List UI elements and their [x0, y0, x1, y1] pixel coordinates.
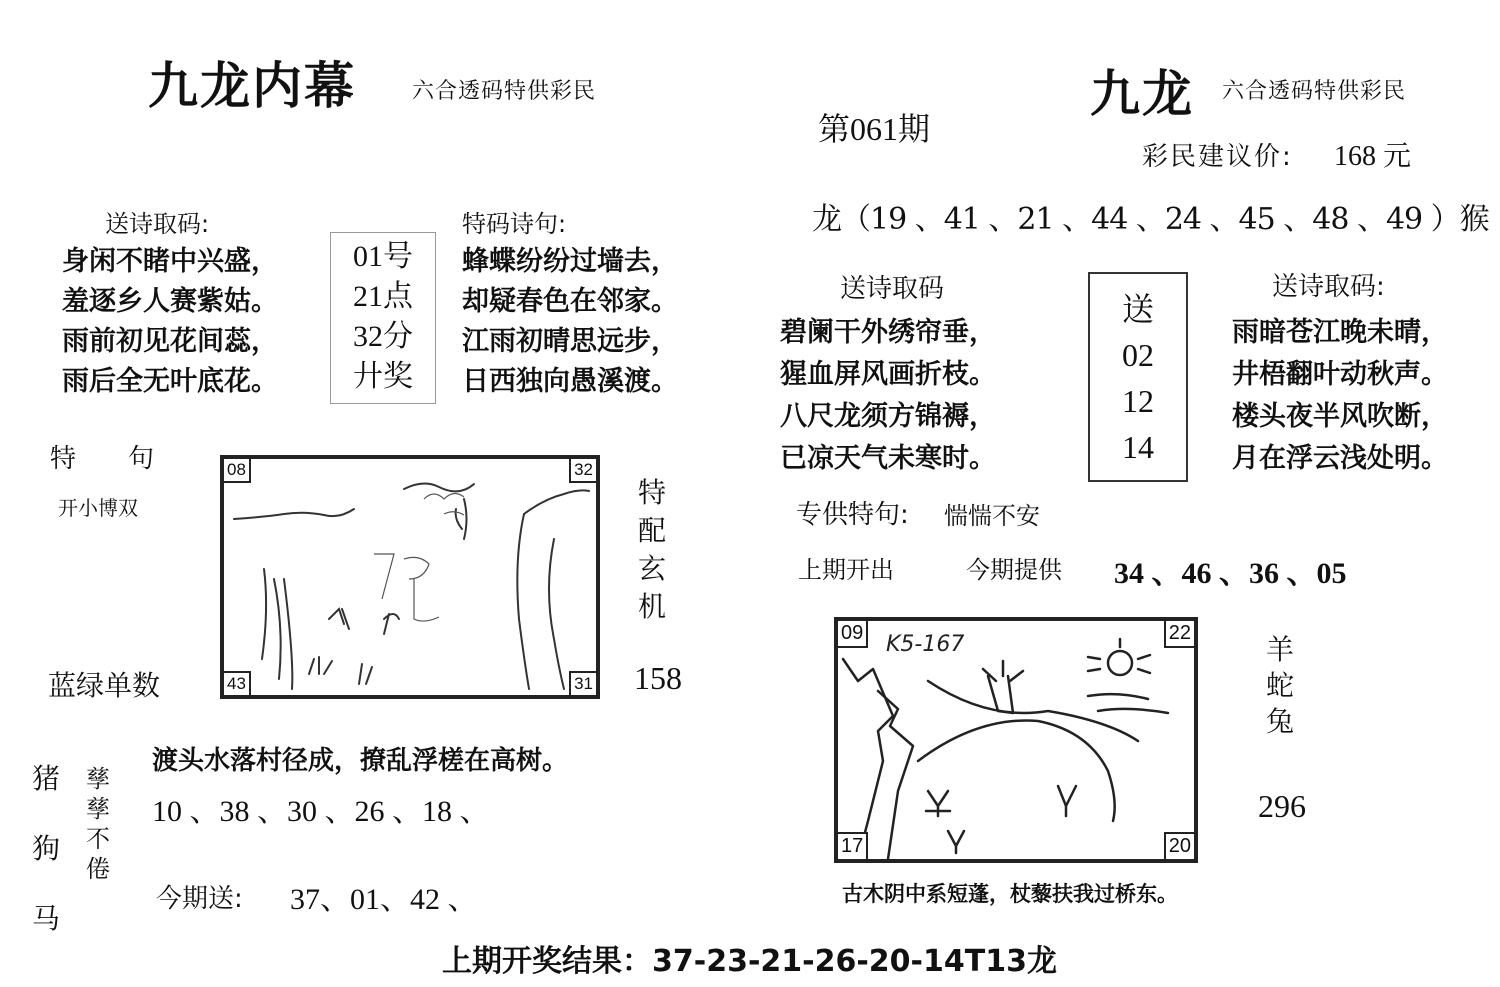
left-poem — [62, 242, 278, 402]
today-numbers: 37、01、42 、 — [290, 883, 478, 916]
last-draw-label: 上期开出 — [798, 556, 894, 584]
animal-char: 狗 — [31, 832, 60, 865]
vertical-char: 玄 — [637, 552, 666, 585]
tema-header: 特码诗句: — [462, 210, 567, 238]
sketch-drawing — [224, 459, 596, 695]
price-label: 彩民建议价: — [1142, 142, 1293, 172]
left-numbers-line: 10 、38 、30 、26 、18 、 — [152, 795, 490, 828]
poem-line: 已凉天气未寒时。 — [780, 443, 996, 474]
animal-char: 马 — [31, 902, 60, 935]
blue-green-label: 蓝绿单数 — [48, 669, 161, 702]
vertical-char: 机 — [637, 590, 666, 623]
poem-line: 羞逐乡人赛紫姑。 — [62, 286, 278, 317]
animal-char: 蛇 — [1265, 669, 1294, 702]
poem-line: 碧阑干外绣帘垂， — [780, 317, 996, 348]
left-title: 九龙内幕 — [148, 56, 356, 115]
phrase-char: 孳 — [86, 795, 110, 823]
right-title: 九龙 — [1090, 64, 1194, 123]
left-bottom-poem: 渡头水落村径成，撩乱浮槎在高树。 — [152, 746, 569, 776]
poem-line: 猩血屏风画折枝。 — [780, 359, 996, 390]
phrase-char: 不 — [86, 825, 110, 853]
corner-number: 22 — [1164, 619, 1196, 648]
poem-line: 井梧翻叶动秋声。 — [1232, 359, 1448, 390]
special-value: 惴惴不安 — [944, 502, 1040, 530]
left-side-number: 158 — [634, 660, 682, 696]
poem-line: 蜂蝶纷纷过墙去， — [462, 246, 678, 277]
code-box-line: 送 — [1121, 291, 1154, 327]
poem-line: 日西独向愚溪渡。 — [462, 366, 678, 397]
vertical-char: 配 — [637, 514, 666, 547]
side-vertical-text — [630, 474, 674, 626]
corner-number: 17 — [836, 832, 868, 861]
dragon-line: 龙（19 、41 、21 、44 、24 、45 、48 、49 ）猴 — [812, 202, 1489, 237]
last-result: 上期开奖结果：37-23-21-26-20-14T13龙 — [442, 944, 1057, 979]
right-bottom-poem: 古木阴中系短蓬，杖藜扶我过桥东。 — [842, 882, 1178, 906]
left-subtitle: 六合透码特供彩民 — [412, 79, 597, 104]
right-side-number: 296 — [1258, 788, 1306, 824]
sketch-label: K5-167 — [886, 632, 965, 657]
provide-label: 今期提供 — [966, 556, 1062, 584]
code-box-line: 02 — [1122, 337, 1154, 373]
right-subtitle: 六合透码特供彩民 — [1222, 79, 1407, 104]
animal-list — [24, 744, 68, 954]
vertical-char: 特 — [637, 476, 666, 509]
right-sketch-picture — [834, 617, 1198, 863]
te-ju-value: 开小博双 — [58, 496, 138, 520]
tema-poem — [462, 242, 678, 402]
poem-line: 身闲不睹中兴盛， — [62, 246, 278, 277]
poem-line: 江雨初晴思远步， — [462, 326, 678, 357]
price-value: 168 元 — [1334, 141, 1412, 172]
left-sketch-picture — [220, 455, 600, 699]
vertical-phrase — [80, 764, 116, 884]
poem-line: 雨暗苍江晚未晴， — [1232, 317, 1448, 348]
phrase-char: 倦 — [86, 855, 110, 883]
code-box-line: 14 — [1122, 429, 1154, 465]
left-poem-header: 送诗取码: — [105, 210, 210, 238]
right-poem-header-left: 送诗取码 — [840, 274, 945, 304]
poem-line: 月在浮云浅处明。 — [1232, 443, 1448, 474]
poem-line: 八尺龙须方锦褥， — [780, 401, 996, 432]
corner-number: 09 — [836, 619, 868, 648]
issue-number: 第061期 — [818, 111, 931, 147]
animal-char: 羊 — [1265, 633, 1294, 666]
right-poem-left — [780, 312, 996, 480]
right-code-box — [1088, 272, 1188, 482]
poem-line: 却疑春色在邻家。 — [462, 286, 678, 317]
corner-number: 32 — [569, 457, 598, 483]
code-box-line: 21点 — [353, 280, 413, 313]
code-box-line: 12 — [1122, 383, 1154, 419]
te-ju-label: 特 句 — [50, 444, 155, 474]
right-animal-list — [1258, 632, 1302, 740]
animal-char: 猪 — [31, 762, 60, 795]
provide-numbers: 34 、46 、36 、05 — [1114, 557, 1347, 590]
animal-char: 兔 — [1265, 705, 1294, 738]
right-poem-right — [1232, 312, 1448, 480]
today-label: 今期送: — [156, 884, 243, 914]
phrase-char: 孳 — [86, 765, 110, 793]
code-box-line: 廾奖 — [353, 360, 413, 393]
right-poem-header-right: 送诗取码: — [1272, 272, 1385, 302]
special-label: 专供特句: — [796, 500, 909, 530]
code-box-line: 32分 — [353, 320, 413, 353]
left-code-box — [330, 232, 436, 404]
corner-number: 43 — [222, 671, 251, 697]
poem-line: 雨后全无叶底花。 — [62, 366, 278, 397]
sketch-drawing — [838, 621, 1194, 859]
poem-line: 雨前初见花间蕊， — [62, 326, 278, 357]
code-box-line: 01号 — [353, 240, 413, 273]
poem-line: 楼头夜半风吹断， — [1232, 401, 1448, 432]
corner-number: 20 — [1164, 832, 1196, 861]
corner-number: 31 — [569, 671, 598, 697]
corner-number: 08 — [222, 457, 251, 483]
